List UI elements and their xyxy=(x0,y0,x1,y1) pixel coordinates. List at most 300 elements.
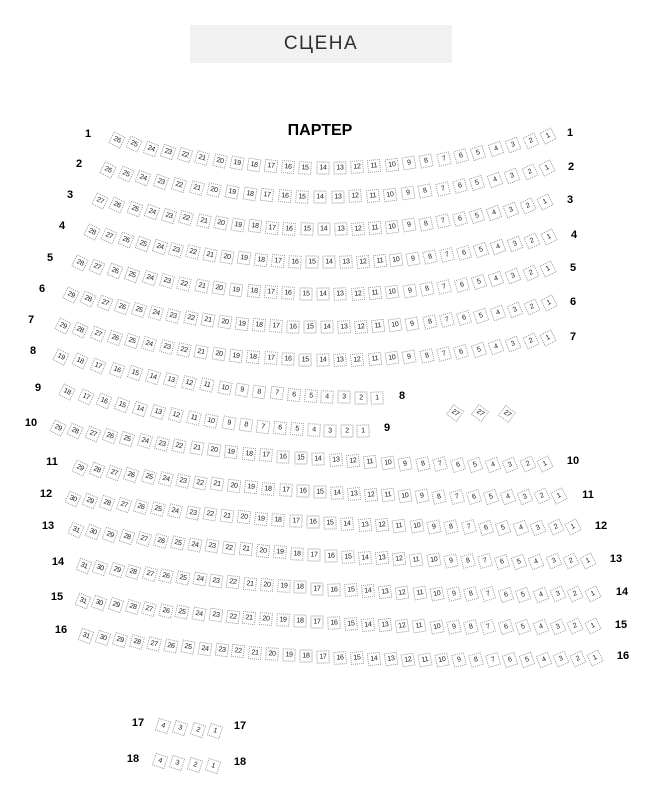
seat-r10-n4[interactable]: 4 xyxy=(484,456,501,473)
seat-r8-n19[interactable]: 19 xyxy=(52,348,69,365)
seat-r3-n16[interactable]: 16 xyxy=(283,222,297,236)
seat-r6-n28[interactable]: 28 xyxy=(79,291,96,308)
seat-r13-n23[interactable]: 23 xyxy=(204,539,219,554)
seat-r1-n16[interactable]: 16 xyxy=(281,160,295,174)
seat-r9-n11[interactable]: 11 xyxy=(186,410,202,426)
seat-r6-n21[interactable]: 21 xyxy=(200,313,215,328)
seat-r15-n17[interactable]: 17 xyxy=(310,616,323,629)
seat-r13-n3[interactable]: 3 xyxy=(545,553,562,570)
seat-r14-n4[interactable]: 4 xyxy=(532,586,549,603)
seat-r5-n12[interactable]: 12 xyxy=(351,287,365,301)
seat-r1-n15[interactable]: 15 xyxy=(299,161,313,175)
seat-r10-n28[interactable]: 28 xyxy=(67,422,84,439)
seat-r10-n3[interactable]: 3 xyxy=(502,456,519,473)
seat-r15-n14[interactable]: 14 xyxy=(361,618,375,632)
seat-r1-n4[interactable]: 4 xyxy=(487,141,504,158)
seat-r4-n26[interactable]: 26 xyxy=(117,232,134,249)
seat-r14-n8[interactable]: 8 xyxy=(463,586,479,602)
seat-r14-n27[interactable]: 27 xyxy=(142,566,158,582)
seat-r16-n30[interactable]: 30 xyxy=(95,630,111,646)
seat-r18-n1[interactable]: 1 xyxy=(205,758,221,774)
seat-r1-n13[interactable]: 13 xyxy=(333,161,346,174)
seat-r4-n25[interactable]: 25 xyxy=(134,235,151,252)
seat-r13-n13[interactable]: 13 xyxy=(375,551,389,565)
seat-r6-n9[interactable]: 9 xyxy=(405,316,420,331)
seat-r14-n13[interactable]: 13 xyxy=(378,585,392,599)
seat-r7-n27[interactable]: 27 xyxy=(89,326,106,343)
seat-r9-n8[interactable]: 8 xyxy=(238,417,253,432)
seat-r1-n19[interactable]: 19 xyxy=(229,155,244,170)
seat-r12-n6[interactable]: 6 xyxy=(478,519,494,535)
seat-r10-n15[interactable]: 15 xyxy=(294,452,307,465)
seat-r2-n22[interactable]: 22 xyxy=(171,177,187,193)
seat-r6-n1[interactable]: 1 xyxy=(540,294,557,311)
seat-r17-n1[interactable]: 1 xyxy=(207,723,223,739)
seat-r16-n4[interactable]: 4 xyxy=(536,651,553,668)
seat-r3-n24[interactable]: 24 xyxy=(144,204,161,221)
seat-r14-n18[interactable]: 18 xyxy=(294,581,307,594)
seat-r10-n19[interactable]: 19 xyxy=(224,445,239,460)
seat-r13-n30[interactable]: 30 xyxy=(84,524,101,541)
seat-r5-n22[interactable]: 22 xyxy=(176,276,192,292)
seat-r8-n2[interactable]: 2 xyxy=(354,391,367,404)
seat-r14-n24[interactable]: 24 xyxy=(192,572,207,587)
seat-r12-n29[interactable]: 29 xyxy=(82,493,99,510)
seat-r8-n1[interactable]: 1 xyxy=(370,391,383,404)
seat-r6-n2[interactable]: 2 xyxy=(523,298,540,315)
seat-r11-n9[interactable]: 9 xyxy=(415,488,430,503)
seat-r13-n31[interactable]: 31 xyxy=(67,521,84,538)
seat-r10-n26[interactable]: 26 xyxy=(102,428,119,445)
seat-r16-n19[interactable]: 19 xyxy=(283,648,296,661)
seat-r14-n22[interactable]: 22 xyxy=(226,575,241,590)
seat-r16-n24[interactable]: 24 xyxy=(197,641,212,656)
seat-r16-n10[interactable]: 10 xyxy=(434,652,449,667)
seat-r5-n4[interactable]: 4 xyxy=(488,271,505,288)
seat-r5-n6[interactable]: 6 xyxy=(454,277,470,293)
seat-r5-n15[interactable]: 15 xyxy=(299,287,312,300)
seat-r10-n12[interactable]: 12 xyxy=(346,454,360,468)
seat-r6-n20[interactable]: 20 xyxy=(217,315,232,330)
seat-r16-n1[interactable]: 1 xyxy=(586,649,603,666)
seat-r13-n11[interactable]: 11 xyxy=(409,552,424,567)
seat-r7-n18[interactable]: 18 xyxy=(246,350,260,364)
seat-r13-n4[interactable]: 4 xyxy=(528,553,545,570)
seat-r6-n17[interactable]: 17 xyxy=(269,319,283,333)
seat-r14-n7[interactable]: 7 xyxy=(480,586,496,602)
seat-r13-n2[interactable]: 2 xyxy=(562,553,579,570)
seat-r11-n11[interactable]: 11 xyxy=(381,488,396,503)
seat-r15-n24[interactable]: 24 xyxy=(192,606,207,621)
seat-r8-n3[interactable]: 3 xyxy=(337,391,350,404)
seat-r3-n8[interactable]: 8 xyxy=(418,216,433,231)
seat-r6-n27[interactable]: 27 xyxy=(97,295,114,312)
seat-r4-n12[interactable]: 12 xyxy=(356,255,370,269)
seat-r9-n15[interactable]: 15 xyxy=(114,396,131,413)
seat-r5-n19[interactable]: 19 xyxy=(229,282,244,297)
seat-r16-n20[interactable]: 20 xyxy=(266,647,280,661)
seat-r13-n22[interactable]: 22 xyxy=(221,540,236,555)
seat-r13-n26[interactable]: 26 xyxy=(153,533,169,549)
seat-r6-n6[interactable]: 6 xyxy=(456,310,472,326)
seat-r16-n13[interactable]: 13 xyxy=(384,652,399,667)
extra-seat-1[interactable]: 27 xyxy=(446,404,464,422)
seat-r4-n13[interactable]: 13 xyxy=(339,255,353,269)
seat-r14-n30[interactable]: 30 xyxy=(92,560,109,577)
seat-r5-n3[interactable]: 3 xyxy=(505,268,522,285)
seat-r6-n25[interactable]: 25 xyxy=(131,302,147,318)
seat-r1-n25[interactable]: 25 xyxy=(125,136,142,153)
seat-r14-n31[interactable]: 31 xyxy=(76,558,93,575)
seat-r16-n17[interactable]: 17 xyxy=(317,650,330,663)
seat-r10-n29[interactable]: 29 xyxy=(49,419,66,436)
seat-r11-n16[interactable]: 16 xyxy=(296,484,309,497)
seat-r11-n15[interactable]: 15 xyxy=(313,485,326,498)
seat-r8-n8[interactable]: 8 xyxy=(252,384,267,399)
seat-r13-n9[interactable]: 9 xyxy=(443,553,459,569)
seat-r10-n14[interactable]: 14 xyxy=(311,453,324,466)
seat-r13-n10[interactable]: 10 xyxy=(426,553,441,568)
seat-r11-n1[interactable]: 1 xyxy=(550,487,567,504)
seat-r14-n23[interactable]: 23 xyxy=(209,573,224,588)
seat-r7-n29[interactable]: 29 xyxy=(54,317,71,334)
seat-r15-n16[interactable]: 16 xyxy=(327,617,340,630)
seat-r1-n3[interactable]: 3 xyxy=(505,137,522,154)
seat-r3-n5[interactable]: 5 xyxy=(469,208,485,224)
seat-r7-n20[interactable]: 20 xyxy=(211,346,226,361)
seat-r15-n29[interactable]: 29 xyxy=(108,597,124,613)
seat-r4-n19[interactable]: 19 xyxy=(237,251,252,266)
seat-r6-n4[interactable]: 4 xyxy=(489,304,506,321)
seat-r14-n25[interactable]: 25 xyxy=(175,570,190,585)
seat-r2-n20[interactable]: 20 xyxy=(206,182,222,198)
seat-r15-n5[interactable]: 5 xyxy=(515,619,532,636)
seat-r12-n25[interactable]: 25 xyxy=(150,501,166,517)
seat-r14-n5[interactable]: 5 xyxy=(515,586,532,603)
seat-r8-n16[interactable]: 16 xyxy=(108,361,125,378)
seat-r11-n26[interactable]: 26 xyxy=(123,467,139,483)
seat-r16-n25[interactable]: 25 xyxy=(180,640,195,655)
seat-r12-n10[interactable]: 10 xyxy=(409,519,424,534)
seat-r6-n18[interactable]: 18 xyxy=(252,318,266,332)
seat-r5-n25[interactable]: 25 xyxy=(124,266,141,283)
seat-r8-n15[interactable]: 15 xyxy=(127,365,144,382)
seat-r10-n20[interactable]: 20 xyxy=(206,443,221,458)
seat-r1-n18[interactable]: 18 xyxy=(246,157,261,172)
seat-r18-n3[interactable]: 3 xyxy=(169,755,185,771)
seat-r9-n12[interactable]: 12 xyxy=(168,407,184,423)
seat-r3-n10[interactable]: 10 xyxy=(385,219,400,234)
seat-r15-n15[interactable]: 15 xyxy=(344,617,358,631)
seat-r15-n6[interactable]: 6 xyxy=(498,619,514,635)
seat-r7-n3[interactable]: 3 xyxy=(505,336,522,353)
seat-r15-n20[interactable]: 20 xyxy=(259,612,273,626)
seat-r13-n14[interactable]: 14 xyxy=(358,551,372,565)
seat-r16-n22[interactable]: 22 xyxy=(231,644,245,658)
seat-r4-n17[interactable]: 17 xyxy=(271,254,285,268)
seat-r5-n17[interactable]: 17 xyxy=(264,285,278,299)
seat-r12-n22[interactable]: 22 xyxy=(202,507,217,522)
seat-r11-n3[interactable]: 3 xyxy=(516,488,533,505)
seat-r6-n23[interactable]: 23 xyxy=(165,308,181,324)
extra-seat-2[interactable]: 27 xyxy=(471,404,489,422)
seat-r10-n22[interactable]: 22 xyxy=(171,438,187,454)
seat-r8-n5[interactable]: 5 xyxy=(304,389,318,403)
seat-r16-n2[interactable]: 2 xyxy=(569,650,586,667)
seat-r10-n9[interactable]: 9 xyxy=(398,456,413,471)
seat-r3-n21[interactable]: 21 xyxy=(196,213,212,229)
seat-r13-n29[interactable]: 29 xyxy=(101,526,118,543)
seat-r2-n21[interactable]: 21 xyxy=(189,180,205,196)
seat-r1-n17[interactable]: 17 xyxy=(264,159,279,174)
seat-r11-n5[interactable]: 5 xyxy=(482,489,499,506)
seat-r15-n27[interactable]: 27 xyxy=(141,601,157,617)
seat-r16-n8[interactable]: 8 xyxy=(468,652,484,668)
seat-r14-n3[interactable]: 3 xyxy=(549,586,566,603)
seat-r11-n2[interactable]: 2 xyxy=(533,488,550,505)
seat-r10-n11[interactable]: 11 xyxy=(363,455,378,470)
seat-r15-n9[interactable]: 9 xyxy=(446,619,462,635)
seat-r3-n20[interactable]: 20 xyxy=(213,215,228,230)
seat-r7-n12[interactable]: 12 xyxy=(350,352,364,366)
seat-r4-n23[interactable]: 23 xyxy=(168,242,184,258)
seat-r5-n23[interactable]: 23 xyxy=(159,273,175,289)
seat-r12-n27[interactable]: 27 xyxy=(116,497,132,513)
seat-r9-n18[interactable]: 18 xyxy=(58,383,75,400)
seat-r7-n6[interactable]: 6 xyxy=(453,344,469,360)
seat-r8-n4[interactable]: 4 xyxy=(321,390,335,404)
seat-r4-n11[interactable]: 11 xyxy=(372,254,386,268)
seat-r16-n18[interactable]: 18 xyxy=(300,649,313,662)
seat-r13-n15[interactable]: 15 xyxy=(341,550,355,564)
seat-r10-n23[interactable]: 23 xyxy=(154,436,170,452)
seat-r16-n29[interactable]: 29 xyxy=(112,632,128,648)
seat-r13-n20[interactable]: 20 xyxy=(256,544,270,558)
seat-r9-n1[interactable]: 1 xyxy=(356,424,369,437)
seat-r2-n14[interactable]: 14 xyxy=(313,190,326,203)
seat-r7-n21[interactable]: 21 xyxy=(194,344,209,359)
seat-r15-n7[interactable]: 7 xyxy=(480,619,496,635)
seat-r5-n10[interactable]: 10 xyxy=(385,284,400,299)
seat-r1-n20[interactable]: 20 xyxy=(212,153,228,169)
seat-r13-n17[interactable]: 17 xyxy=(307,548,320,561)
seat-r13-n21[interactable]: 21 xyxy=(238,542,253,557)
seat-r14-n9[interactable]: 9 xyxy=(446,586,462,602)
seat-r2-n15[interactable]: 15 xyxy=(296,190,310,204)
seat-r8-n7[interactable]: 7 xyxy=(269,386,284,401)
seat-r11-n14[interactable]: 14 xyxy=(330,486,344,500)
seat-r13-n6[interactable]: 6 xyxy=(494,553,510,569)
seat-r7-n9[interactable]: 9 xyxy=(402,349,417,364)
seat-r13-n24[interactable]: 24 xyxy=(187,537,202,552)
seat-r5-n13[interactable]: 13 xyxy=(334,287,348,301)
seat-r15-n11[interactable]: 11 xyxy=(412,619,427,634)
seat-r11-n28[interactable]: 28 xyxy=(89,462,106,479)
seat-r5-n21[interactable]: 21 xyxy=(194,278,210,294)
seat-r12-n28[interactable]: 28 xyxy=(99,495,116,512)
seat-r12-n24[interactable]: 24 xyxy=(168,503,184,519)
seat-r16-n16[interactable]: 16 xyxy=(333,651,347,665)
seat-r12-n5[interactable]: 5 xyxy=(495,519,512,536)
seat-r1-n9[interactable]: 9 xyxy=(402,156,417,171)
seat-r2-n4[interactable]: 4 xyxy=(487,172,504,189)
seat-r3-n25[interactable]: 25 xyxy=(126,200,143,217)
seat-r4-n18[interactable]: 18 xyxy=(254,253,268,267)
seat-r14-n15[interactable]: 15 xyxy=(344,583,358,597)
seat-r1-n21[interactable]: 21 xyxy=(194,150,210,166)
seat-r15-n4[interactable]: 4 xyxy=(532,619,549,636)
seat-r16-n21[interactable]: 21 xyxy=(248,646,262,660)
seat-r7-n15[interactable]: 15 xyxy=(299,353,312,366)
seat-r10-n24[interactable]: 24 xyxy=(136,433,152,449)
seat-r1-n12[interactable]: 12 xyxy=(350,160,364,174)
seat-r2-n26[interactable]: 26 xyxy=(99,161,116,178)
seat-r2-n11[interactable]: 11 xyxy=(366,189,380,203)
seat-r14-n29[interactable]: 29 xyxy=(109,562,125,578)
seat-r12-n11[interactable]: 11 xyxy=(392,519,407,534)
seat-r11-n21[interactable]: 21 xyxy=(210,477,225,492)
seat-r12-n3[interactable]: 3 xyxy=(530,519,547,536)
seat-r16-n31[interactable]: 31 xyxy=(78,628,95,645)
seat-r6-n13[interactable]: 13 xyxy=(337,320,351,334)
seat-r5-n24[interactable]: 24 xyxy=(141,270,157,286)
seat-r14-n1[interactable]: 1 xyxy=(584,585,601,602)
seat-r16-n26[interactable]: 26 xyxy=(163,638,178,653)
seat-r7-n2[interactable]: 2 xyxy=(522,333,539,350)
seat-r4-n10[interactable]: 10 xyxy=(389,253,404,268)
seat-r2-n12[interactable]: 12 xyxy=(348,190,362,204)
seat-r3-n11[interactable]: 11 xyxy=(368,221,382,235)
seat-r7-n13[interactable]: 13 xyxy=(333,353,347,367)
seat-r1-n5[interactable]: 5 xyxy=(470,145,486,161)
seat-r13-n5[interactable]: 5 xyxy=(511,553,528,570)
seat-r8-n6[interactable]: 6 xyxy=(287,388,301,402)
seat-r12-n12[interactable]: 12 xyxy=(375,518,389,532)
seat-r15-n25[interactable]: 25 xyxy=(175,604,190,619)
seat-r13-n1[interactable]: 1 xyxy=(579,552,596,569)
seat-r14-n11[interactable]: 11 xyxy=(412,586,427,601)
seat-r7-n16[interactable]: 16 xyxy=(281,352,294,365)
seat-r4-n21[interactable]: 21 xyxy=(203,247,219,263)
seat-r10-n7[interactable]: 7 xyxy=(432,456,448,472)
seat-r10-n6[interactable]: 6 xyxy=(450,457,466,473)
seat-r8-n14[interactable]: 14 xyxy=(145,368,161,384)
seat-r6-n8[interactable]: 8 xyxy=(422,314,438,330)
seat-r1-n7[interactable]: 7 xyxy=(436,151,452,167)
seat-r1-n2[interactable]: 2 xyxy=(522,132,539,149)
seat-r9-n14[interactable]: 14 xyxy=(132,400,149,417)
seat-r1-n8[interactable]: 8 xyxy=(419,154,434,169)
seat-r5-n8[interactable]: 8 xyxy=(419,281,435,297)
seat-r15-n30[interactable]: 30 xyxy=(91,595,108,612)
seat-r11-n17[interactable]: 17 xyxy=(279,483,293,497)
seat-r3-n2[interactable]: 2 xyxy=(519,197,536,214)
seat-r12-n7[interactable]: 7 xyxy=(461,519,477,535)
seat-r15-n28[interactable]: 28 xyxy=(124,599,140,615)
seat-r13-n7[interactable]: 7 xyxy=(477,553,493,569)
seat-r6-n11[interactable]: 11 xyxy=(371,319,386,334)
seat-r14-n6[interactable]: 6 xyxy=(498,586,514,602)
seat-r13-n12[interactable]: 12 xyxy=(392,552,407,567)
seat-r7-n22[interactable]: 22 xyxy=(176,342,192,358)
seat-r10-n21[interactable]: 21 xyxy=(189,440,204,455)
seat-r6-n10[interactable]: 10 xyxy=(388,317,403,332)
seat-r2-n7[interactable]: 7 xyxy=(435,181,451,197)
seat-r14-n10[interactable]: 10 xyxy=(429,586,444,601)
seat-r6-n3[interactable]: 3 xyxy=(506,301,523,318)
seat-r6-n19[interactable]: 19 xyxy=(234,316,249,331)
seat-r2-n5[interactable]: 5 xyxy=(469,175,485,191)
seat-r10-n13[interactable]: 13 xyxy=(329,453,343,467)
seat-r11-n25[interactable]: 25 xyxy=(140,469,156,485)
seat-r14-n21[interactable]: 21 xyxy=(243,577,257,591)
seat-r13-n16[interactable]: 16 xyxy=(324,549,337,562)
seat-r13-n19[interactable]: 19 xyxy=(273,545,287,559)
seat-r11-n6[interactable]: 6 xyxy=(465,489,481,505)
seat-r13-n25[interactable]: 25 xyxy=(170,535,186,551)
seat-r9-n10[interactable]: 10 xyxy=(203,413,219,429)
seat-r3-n7[interactable]: 7 xyxy=(435,214,451,230)
seat-r9-n6[interactable]: 6 xyxy=(273,421,287,435)
seat-r16-n27[interactable]: 27 xyxy=(146,636,162,652)
seat-r12-n18[interactable]: 18 xyxy=(272,513,286,527)
seat-r15-n8[interactable]: 8 xyxy=(463,619,479,635)
seat-r12-n2[interactable]: 2 xyxy=(547,519,564,536)
seat-r15-n23[interactable]: 23 xyxy=(208,608,223,623)
seat-r14-n2[interactable]: 2 xyxy=(567,586,584,603)
seat-r8-n13[interactable]: 13 xyxy=(163,372,179,388)
seat-r11-n12[interactable]: 12 xyxy=(364,487,378,501)
seat-r16-n14[interactable]: 14 xyxy=(367,652,381,666)
seat-r5-n14[interactable]: 14 xyxy=(317,287,330,300)
seat-r15-n12[interactable]: 12 xyxy=(395,618,410,633)
seat-r2-n16[interactable]: 16 xyxy=(278,189,292,203)
seat-r11-n20[interactable]: 20 xyxy=(227,478,242,493)
seat-r3-n19[interactable]: 19 xyxy=(230,217,245,232)
seat-r11-n8[interactable]: 8 xyxy=(432,489,448,505)
seat-r3-n15[interactable]: 15 xyxy=(300,222,313,235)
seat-r1-n22[interactable]: 22 xyxy=(177,147,193,163)
seat-r14-n17[interactable]: 17 xyxy=(311,582,324,595)
seat-r3-n12[interactable]: 12 xyxy=(351,222,365,236)
seat-r12-n1[interactable]: 1 xyxy=(564,518,581,535)
seat-r10-n8[interactable]: 8 xyxy=(415,456,431,472)
seat-r3-n6[interactable]: 6 xyxy=(452,211,468,227)
seat-r12-n21[interactable]: 21 xyxy=(219,508,234,523)
seat-r1-n6[interactable]: 6 xyxy=(453,148,469,164)
seat-r5-n11[interactable]: 11 xyxy=(368,286,382,300)
seat-r2-n1[interactable]: 1 xyxy=(538,159,555,176)
seat-r10-n18[interactable]: 18 xyxy=(241,446,255,460)
seat-r12-n8[interactable]: 8 xyxy=(443,519,459,535)
seat-r14-n19[interactable]: 19 xyxy=(277,580,291,594)
seat-r2-n24[interactable]: 24 xyxy=(135,170,152,187)
seat-r14-n20[interactable]: 20 xyxy=(260,578,274,592)
seat-r15-n22[interactable]: 22 xyxy=(225,609,240,624)
seat-r3-n1[interactable]: 1 xyxy=(536,193,553,210)
seat-r7-n17[interactable]: 17 xyxy=(264,351,278,365)
seat-r7-n23[interactable]: 23 xyxy=(159,339,175,355)
seat-r2-n23[interactable]: 23 xyxy=(153,173,170,190)
seat-r2-n17[interactable]: 17 xyxy=(260,188,275,203)
seat-r2-n9[interactable]: 9 xyxy=(400,186,415,201)
seat-r15-n21[interactable]: 21 xyxy=(242,611,256,625)
seat-r4-n1[interactable]: 1 xyxy=(540,228,557,245)
seat-r2-n13[interactable]: 13 xyxy=(331,190,344,203)
seat-r16-n28[interactable]: 28 xyxy=(129,634,145,650)
seat-r16-n12[interactable]: 12 xyxy=(401,652,416,667)
seat-r12-n4[interactable]: 4 xyxy=(512,519,529,536)
